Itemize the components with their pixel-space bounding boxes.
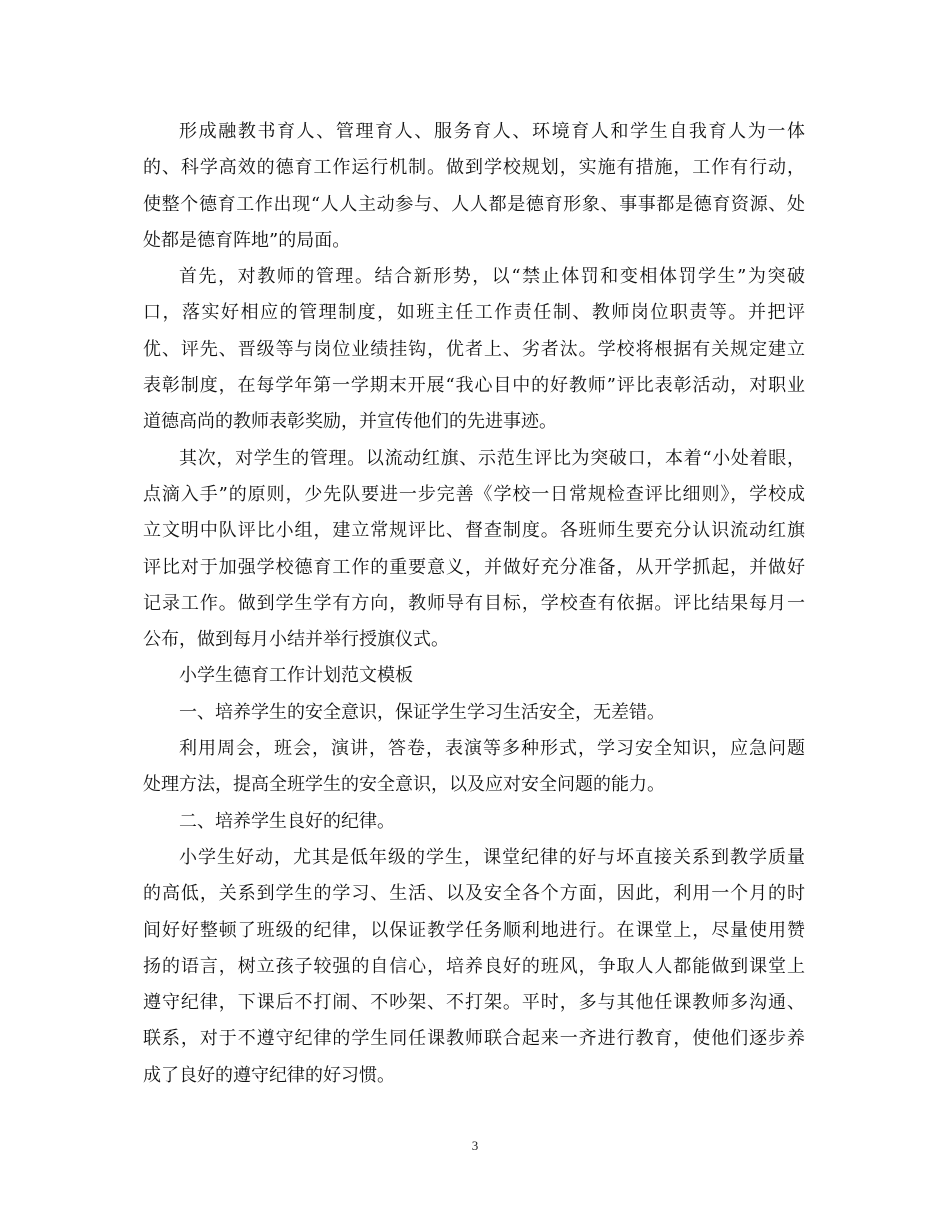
text-line: 处都是德育阵地”的局面。 [143,229,351,251]
text-line: 使整个德育工作出现“人人主动参与、人人都是德育形象、事事都是德育资源、处 [143,193,805,215]
text-line: 的、科学高效的德育工作运行机制。做到学校规划，实施有措施，工作有行动， [143,157,805,179]
page-number: 3 [471,1138,479,1153]
text-line: 首先，对教师的管理。结合新形势，以“禁止体罚和变相体罚学生”为突破 [179,266,805,288]
document-body [143,114,805,1094]
text-line: 联系，对于不遵守纪律的学生同任课教师联合起来一齐进行教育，使他们逐步养 [143,1028,805,1050]
text-line: 记录工作。做到学生学有方向，教师导有目标，学校查有依据。评比结果每月一 [143,592,805,614]
section-heading: 二、培养学生良好的纪律。 [179,810,395,832]
text-line: 形成融教书育人、管理育人、服务育人、环境育人和学生自我育人为一体 [179,121,805,142]
text-line: 成了良好的遵守纪律的好习惯。 [143,1064,395,1086]
section-heading: 小学生德育工作计划范文模板 [179,665,413,687]
text-line: 道德高尚的教师表彰奖励，并宣传他们的先进事迹。 [143,411,557,433]
text-line: 优、评先、晋级等与岗位业绩挂钩，优者上、劣者汰。学校将根据有关规定建立 [143,338,805,360]
text-line: 立文明中队评比小组，建立常规评比、督查制度。各班师生要充分认识流动红旗 [143,520,805,542]
text-line: 其次，对学生的管理。以流动红旗、示范生评比为突破口，本着“小处着眼， [179,447,805,469]
text-line: 口，落实好相应的管理制度，如班主任工作责任制、教师岗位职责等。并把评 [143,302,805,324]
text-line: 表彰制度，在每学年第一学期末开展“我心目中的好教师”评比表彰活动，对职业 [143,375,805,397]
text-line: 间好好整顿了班级的纪律，以保证教学任务顺利地进行。在课堂上，尽量使用赞 [143,919,805,941]
text-line: 小学生好动，尤其是低年级的学生，课堂纪律的好与坏直接关系到教学质量 [179,846,805,868]
text-line: 处理方法，提高全班学生的安全意识，以及应对安全问题的能力。 [143,774,665,796]
section-heading: 一、培养学生的安全意识，保证学生学习生活安全，无差错。 [179,701,665,723]
text-line: 的高低，关系到学生的学习、生活、以及安全各个方面，因此，利用一个月的时 [143,883,805,905]
text-line: 扬的语言，树立孩子较强的自信心，培养良好的班风，争取人人都能做到课堂上 [143,955,805,977]
text-line: 公布，做到每月小结并举行授旗仪式。 [143,629,449,651]
text-line: 评比对于加强学校德育工作的重要意义，并做好充分准备，从开学抓起，并做好 [143,556,805,578]
text-line: 点滴入手”的原则，少先队要进一步完善《学校一日常规检查评比细则》，学校成 [143,483,805,505]
text-line: 遵守纪律，下课后不打闹、不吵架、不打架。平时，多与其他任课教师多沟通、 [143,992,805,1014]
text-line: 利用周会，班会，演讲，答卷，表演等多种形式，学习安全知识，应急问题 [179,738,805,760]
